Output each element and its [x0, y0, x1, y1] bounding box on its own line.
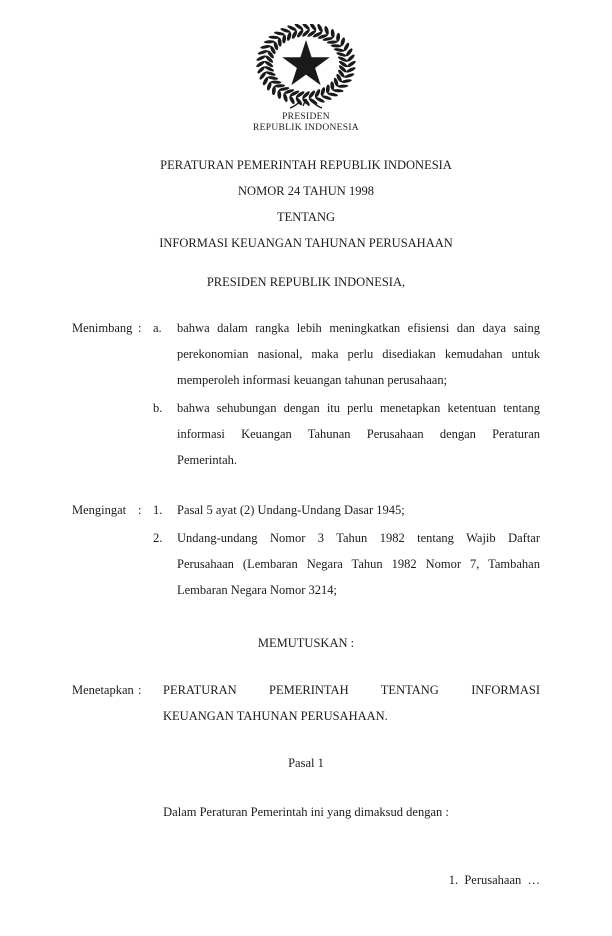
item-text: bahwa sehubungan dengan itu perlu menetapkan ketentuan tentang informasi Keuangan Tahunan Perusahaan dengan Peraturan Pemerintah. — [177, 401, 540, 467]
salutation: PRESIDEN REPUBLIK INDONESIA, — [206, 275, 406, 289]
document-header — [0, 24, 612, 134]
org-name-line1: PRESIDEN — [282, 112, 330, 122]
item-text: Pasal 5 ayat (2) Undang-Undang Dasar 1945; — [177, 503, 405, 517]
article-heading: Pasal 1 — [288, 756, 324, 770]
item-marker: a. — [153, 321, 162, 335]
considering-item-a — [72, 315, 540, 393]
recalling-section — [72, 497, 540, 603]
deciding-heading: MEMUTUSKAN : — [257, 636, 355, 650]
considering-colon: : — [138, 321, 142, 335]
recalling-colon: : — [138, 503, 142, 517]
item-marker: 1. — [153, 503, 163, 517]
item-marker: b. — [153, 401, 163, 415]
title-line-2: NOMOR 24 TAHUN 1998 — [238, 184, 374, 198]
presidential-seal-icon — [251, 24, 361, 112]
org-name-line2: REPUBLIK INDONESIA — [253, 123, 359, 133]
enacting-item — [72, 677, 540, 729]
title-line-3: TENTANG — [276, 210, 335, 224]
item-text: bahwa dalam rangka lebih meningkatkan efisiensi dan daya saing perekonomian nasional, maka perlu disediakan kemudahan untuk memperoleh informasi keuangan tahunan perusahaan; — [177, 321, 540, 387]
enacting-text: PERATURAN PEMERINTAH TENTANG INFORMASI KEUANGAN TAHUNAN PERUSAHAAN. — [163, 683, 540, 723]
catchword: 1. Perusahaan … — [448, 873, 540, 887]
recalling-label: Mengingat — [72, 503, 127, 517]
star-icon — [282, 40, 330, 85]
enacting-section — [72, 677, 540, 729]
article-intro: Dalam Peraturan Pemerintah ini yang dimaksud dengan : — [163, 805, 449, 819]
enacting-colon: : — [138, 683, 142, 697]
considering-label: Menimbang — [72, 321, 133, 335]
item-text: Undang-undang Nomor 3 Tahun 1982 tentang Wajib Daftar Perusahaan (Lembaran Negara Tahun 1982 Nomor 7, Tambahan Lembaran Negara Nomor 3214; — [177, 531, 540, 597]
recalling-item-2 — [72, 525, 540, 603]
title-line-1: PERATURAN PEMERINTAH REPUBLIK INDONESIA — [160, 158, 452, 172]
item-marker: 2. — [153, 531, 163, 545]
considering-section — [72, 315, 540, 473]
recalling-item-1 — [72, 497, 540, 523]
considering-item-b — [72, 395, 540, 473]
title-line-4: INFORMASI KEUANGAN TAHUNAN PERUSAHAAN — [159, 236, 453, 250]
enacting-label: Menetapkan — [72, 683, 134, 697]
title-block — [0, 152, 612, 256]
